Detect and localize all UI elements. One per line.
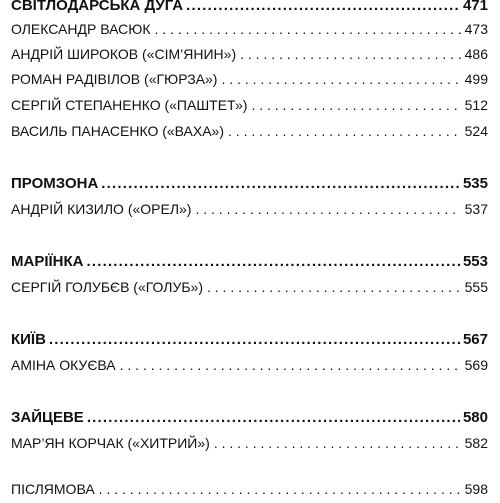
toc-page-number: 569 — [464, 357, 488, 373]
dot-leader — [214, 435, 461, 451]
toc-entry-amina-okuieva[interactable] — [11, 357, 488, 379]
toc-entry-title: РОМАН РАДІВІЛОВ («ГЮРЗА») — [11, 71, 218, 87]
toc-page-number: 580 — [462, 409, 488, 426]
toc-section-mariinka[interactable] — [11, 253, 488, 275]
dot-leader — [86, 253, 460, 270]
toc-entry-title: АНДРІЙ ШИРОКОВ («СІМ’ЯНИН») — [11, 46, 237, 62]
toc-entry-title: ПРОМЗОНА — [11, 175, 99, 192]
toc-page-number: 499 — [464, 71, 488, 87]
toc-entry-andrii-shyrokov[interactable] — [11, 46, 488, 68]
dot-leader — [251, 97, 460, 113]
toc-page-number: 553 — [462, 253, 488, 270]
dot-leader — [49, 331, 460, 348]
dot-leader — [228, 123, 461, 139]
toc-page-number: 598 — [464, 481, 488, 497]
toc-entry-title: ОЛЕКСАНДР ВАСЮК — [11, 21, 151, 37]
toc-entry-oleksandr-vasiuk[interactable] — [11, 21, 488, 43]
toc-entry-title: МАР’ЯН КОРЧАК («ХИТРИЙ») — [11, 435, 210, 451]
toc-page-number: 512 — [464, 97, 488, 113]
toc-entry-andrii-kyzylo[interactable] — [11, 201, 488, 223]
toc-entry-vasyl-panasenko[interactable] — [11, 123, 488, 145]
toc-entry-title: АНДРІЙ КИЗИЛО («ОРЕЛ») — [11, 201, 192, 217]
dot-leader — [120, 357, 461, 373]
dot-leader — [207, 279, 461, 295]
toc-entry-title: ЗАЙЦЕВЕ — [11, 409, 84, 426]
toc-page-number: 537 — [464, 201, 488, 217]
toc-page-number: 555 — [464, 279, 488, 295]
toc-entry-serhii-stepanenko[interactable] — [11, 97, 488, 119]
toc-section-svitlodarska-duga[interactable] — [11, 0, 488, 19]
toc-section-promzona[interactable] — [11, 175, 488, 197]
toc-entry-title: АМІНА ОКУЄВА — [11, 357, 116, 373]
toc-entry-title: КИЇВ — [11, 331, 46, 348]
toc-entry-title: СВІТЛОДАРСЬКА ДУГА — [11, 0, 184, 14]
dot-leader — [221, 71, 460, 87]
toc-entry-serhii-holubiev[interactable] — [11, 279, 488, 301]
toc-page-number: 524 — [464, 123, 488, 139]
dot-leader — [99, 481, 461, 497]
toc-page-number: 567 — [462, 331, 488, 348]
toc-page-number: 535 — [462, 175, 488, 192]
toc-entry-title: МАРІЇНКА — [11, 253, 84, 270]
dot-leader — [195, 201, 460, 217]
toc-entry-marian-korchak[interactable] — [11, 435, 488, 457]
dot-leader — [155, 21, 461, 37]
dot-leader — [240, 46, 461, 62]
toc-page-number: 582 — [464, 435, 488, 451]
toc-section-kyiv[interactable] — [11, 331, 488, 353]
dot-leader — [87, 409, 460, 426]
toc-entry-roman-radivilov[interactable] — [11, 71, 488, 93]
toc-page-number: 473 — [464, 21, 488, 37]
toc-entry-title: СЕРГІЙ СТЕПАНЕНКО («ПАШТЕТ») — [11, 97, 248, 113]
toc-section-zaitseve[interactable] — [11, 409, 488, 431]
toc-entry-title: ВАСИЛЬ ПАНАСЕНКО («ВАХА») — [11, 123, 225, 139]
dot-leader — [186, 0, 460, 14]
dot-leader — [101, 175, 460, 192]
toc-entry-title: СЕРГІЙ ГОЛУБЄВ («ГОЛУБ») — [11, 279, 203, 295]
toc-entry-title: ПІСЛЯМОВА — [11, 481, 95, 497]
toc-page-number: 471 — [462, 0, 488, 14]
toc-page-number: 486 — [464, 46, 488, 62]
